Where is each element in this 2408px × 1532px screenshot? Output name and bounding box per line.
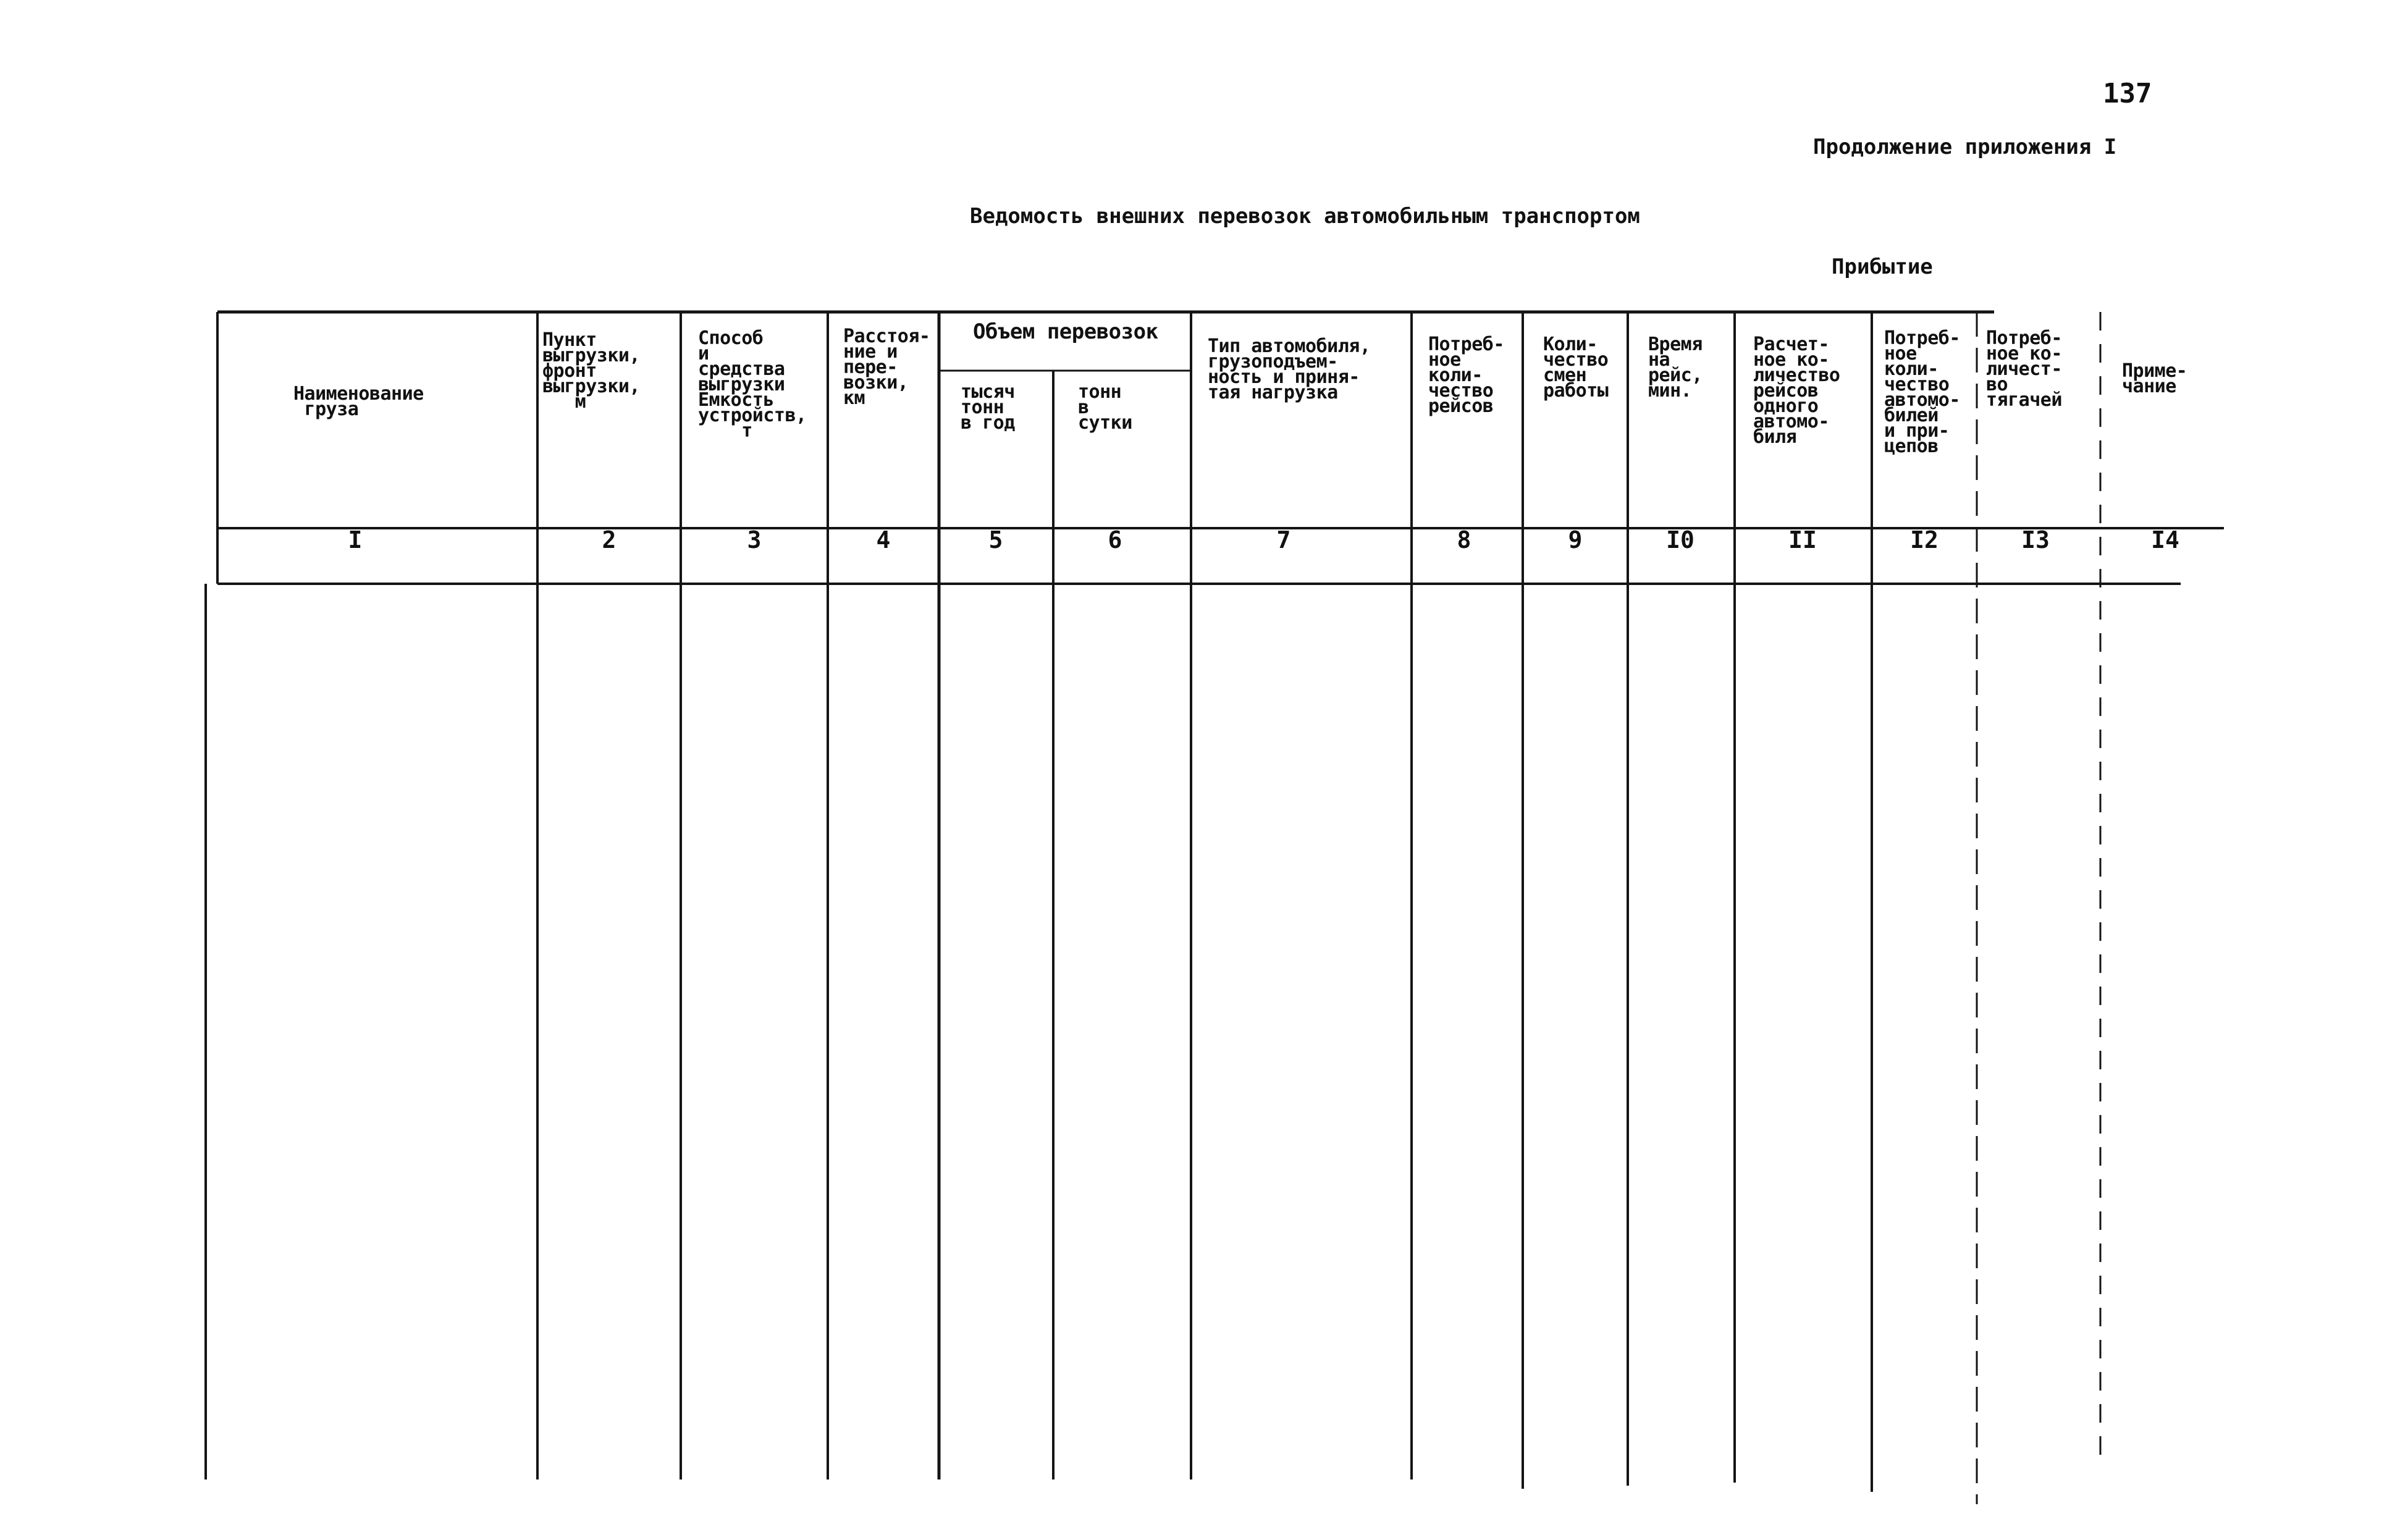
header-notes: Приме- чание bbox=[2122, 360, 2187, 397]
document-title: Ведомость внешних перевозок автомобильным транспортом bbox=[970, 204, 1640, 229]
header-trip-time: Время на рейс, мин. bbox=[1648, 334, 1703, 402]
header-trips-per-vehicle: Расчет- ное ко- личество рейсов одного автомо- биля bbox=[1753, 334, 1840, 448]
section-label: Прибытие bbox=[1832, 255, 1933, 279]
column-number-7: 7 bbox=[1276, 526, 1291, 553]
page-number: 137 bbox=[2103, 78, 2152, 109]
column-number-1: I bbox=[348, 526, 363, 553]
column-number-10: I0 bbox=[1666, 526, 1694, 553]
header-vehicle-type: Тип автомобиля, грузоподъем- ность и приня- тая нагрузка bbox=[1208, 335, 1371, 403]
header-unloading-point: Пункт выгрузки, фронт выгрузки, м bbox=[542, 329, 641, 413]
header-trips-required: Потреб- ное коли- чество рейсов bbox=[1428, 334, 1504, 417]
column-number-2: 2 bbox=[602, 526, 617, 553]
column-number-9: 9 bbox=[1568, 526, 1583, 553]
column-number-11: II bbox=[1788, 526, 1817, 553]
header-tons-day: тонн в сутки bbox=[1078, 381, 1132, 434]
column-number-12: I2 bbox=[1910, 526, 1939, 553]
volume-group-header: Объем перевозок bbox=[973, 319, 1158, 344]
column-number-8: 8 bbox=[1457, 526, 1471, 553]
column-number-3: 3 bbox=[747, 526, 762, 553]
header-thousand-tons-year: тысяч тонн в год bbox=[961, 381, 1015, 434]
header-unloading-method: Способ и средства выгрузки Емкость устройств, т bbox=[698, 327, 807, 442]
column-number-13: I3 bbox=[2021, 526, 2050, 553]
column-number-5: 5 bbox=[988, 526, 1003, 553]
column-number-4: 4 bbox=[876, 526, 891, 553]
header-cargo-name: Наименование груза bbox=[293, 383, 424, 420]
header-tractors-required: Потреб- ное ко- личест- во тягачей bbox=[1986, 327, 2062, 411]
header-distance: Расстоя- ние и пере- возки, км bbox=[843, 326, 930, 409]
header-vehicles-required: Потреб- ное коли- чество автомо- билей и при- цепов bbox=[1884, 327, 1960, 457]
column-number-14: I4 bbox=[2151, 526, 2179, 553]
header-shifts: Коли- чество смен работы bbox=[1543, 334, 1609, 402]
appendix-continuation-label: Продолжение приложения I bbox=[1813, 135, 2117, 159]
column-number-6: 6 bbox=[1108, 526, 1122, 553]
